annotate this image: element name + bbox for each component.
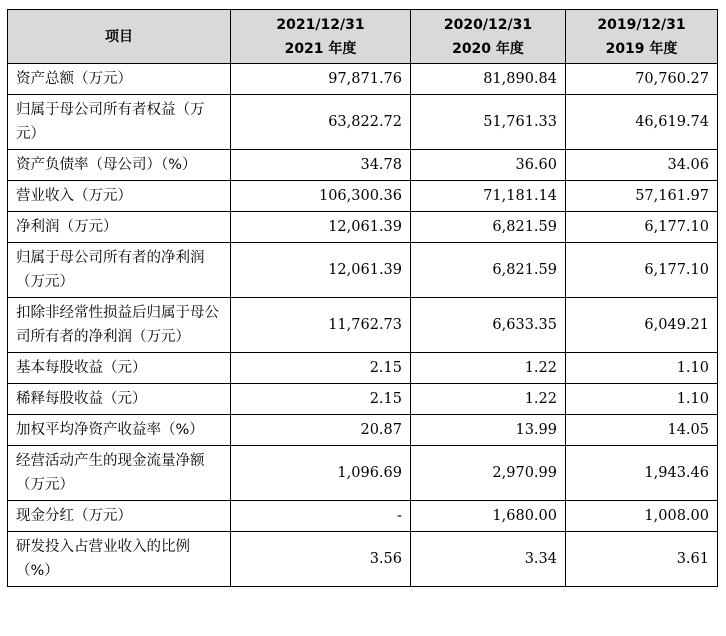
value-2019: 6,049.21 (566, 298, 718, 353)
table-row (8, 298, 718, 353)
value-2020: 1,680.00 (411, 501, 566, 532)
value-2021: - (231, 501, 411, 532)
value-2021: 3.56 (231, 532, 411, 587)
value-2020: 6,821.59 (411, 212, 566, 243)
header-2019-year: 2019 年度 (605, 40, 678, 57)
table-header-row (8, 10, 718, 64)
table-row (8, 64, 718, 95)
header-item: 项目 (8, 10, 231, 64)
table-row (8, 212, 718, 243)
table-row (8, 446, 718, 501)
value-2021: 34.78 (231, 150, 411, 181)
value-2020: 3.34 (411, 532, 566, 587)
header-2020-year: 2020 年度 (452, 40, 524, 57)
table-row (8, 384, 718, 415)
value-2020: 1.22 (411, 384, 566, 415)
value-2019: 3.61 (566, 532, 718, 587)
table-row (8, 415, 718, 446)
row-label: 经营活动产生的现金流量净额（万元） (8, 446, 231, 501)
value-2020: 51,761.33 (411, 95, 566, 150)
header-2020-date: 2020/12/31 (443, 16, 533, 33)
value-2021: 2.15 (231, 353, 411, 384)
value-2021: 11,762.73 (231, 298, 411, 353)
value-2021: 2.15 (231, 384, 411, 415)
value-2019: 1,008.00 (566, 501, 718, 532)
value-2019: 70,760.27 (566, 64, 718, 95)
value-2021: 20.87 (231, 415, 411, 446)
value-2019: 6,177.10 (566, 243, 718, 298)
value-2020: 2,970.99 (411, 446, 566, 501)
table-row (8, 150, 718, 181)
value-2020: 6,821.59 (411, 243, 566, 298)
value-2020: 1.22 (411, 353, 566, 384)
row-label: 稀释每股收益（元） (8, 384, 231, 415)
financial-summary-table (7, 9, 718, 587)
value-2021: 97,871.76 (231, 64, 411, 95)
value-2021: 12,061.39 (231, 212, 411, 243)
value-2019: 34.06 (566, 150, 718, 181)
row-label: 资产总额（万元） (8, 64, 231, 95)
header-2021-date: 2021/12/31 (276, 16, 365, 33)
value-2019: 57,161.97 (566, 181, 718, 212)
row-label: 归属于母公司所有者的净利润（万元） (8, 243, 231, 298)
table-row (8, 501, 718, 532)
row-label: 基本每股收益（元） (8, 353, 231, 384)
header-2019-date: 2019/12/31 (597, 16, 686, 33)
value-2019: 14.05 (566, 415, 718, 446)
row-label: 扣除非经常性损益后归属于母公司所有者的净利润（万元） (8, 298, 231, 353)
value-2020: 6,633.35 (411, 298, 566, 353)
table-row (8, 353, 718, 384)
value-2020: 81,890.84 (411, 64, 566, 95)
row-label: 净利润（万元） (8, 212, 231, 243)
value-2021: 1,096.69 (231, 446, 411, 501)
table-row (8, 95, 718, 150)
row-label: 营业收入（万元） (8, 181, 231, 212)
row-label: 资产负债率（母公司）（%） (8, 150, 231, 181)
table-row (8, 181, 718, 212)
value-2021: 12,061.39 (231, 243, 411, 298)
table-row (8, 532, 718, 587)
row-label: 加权平均净资产收益率（%） (8, 415, 231, 446)
value-2021: 106,300.36 (231, 181, 411, 212)
value-2020: 71,181.14 (411, 181, 566, 212)
header-2019 (566, 10, 718, 64)
value-2021: 63,822.72 (231, 95, 411, 150)
row-label: 现金分红（万元） (8, 501, 231, 532)
row-label: 研发投入占营业收入的比例（%） (8, 532, 231, 587)
value-2020: 13.99 (411, 415, 566, 446)
header-2021-year: 2021 年度 (284, 40, 357, 57)
header-2020 (411, 10, 566, 64)
table-row (8, 243, 718, 298)
value-2019: 6,177.10 (566, 212, 718, 243)
value-2019: 1.10 (566, 353, 718, 384)
value-2019: 1.10 (566, 384, 718, 415)
row-label: 归属于母公司所有者权益（万元） (8, 95, 231, 150)
value-2019: 46,619.74 (566, 95, 718, 150)
header-2021 (231, 10, 411, 64)
value-2020: 36.60 (411, 150, 566, 181)
value-2019: 1,943.46 (566, 446, 718, 501)
